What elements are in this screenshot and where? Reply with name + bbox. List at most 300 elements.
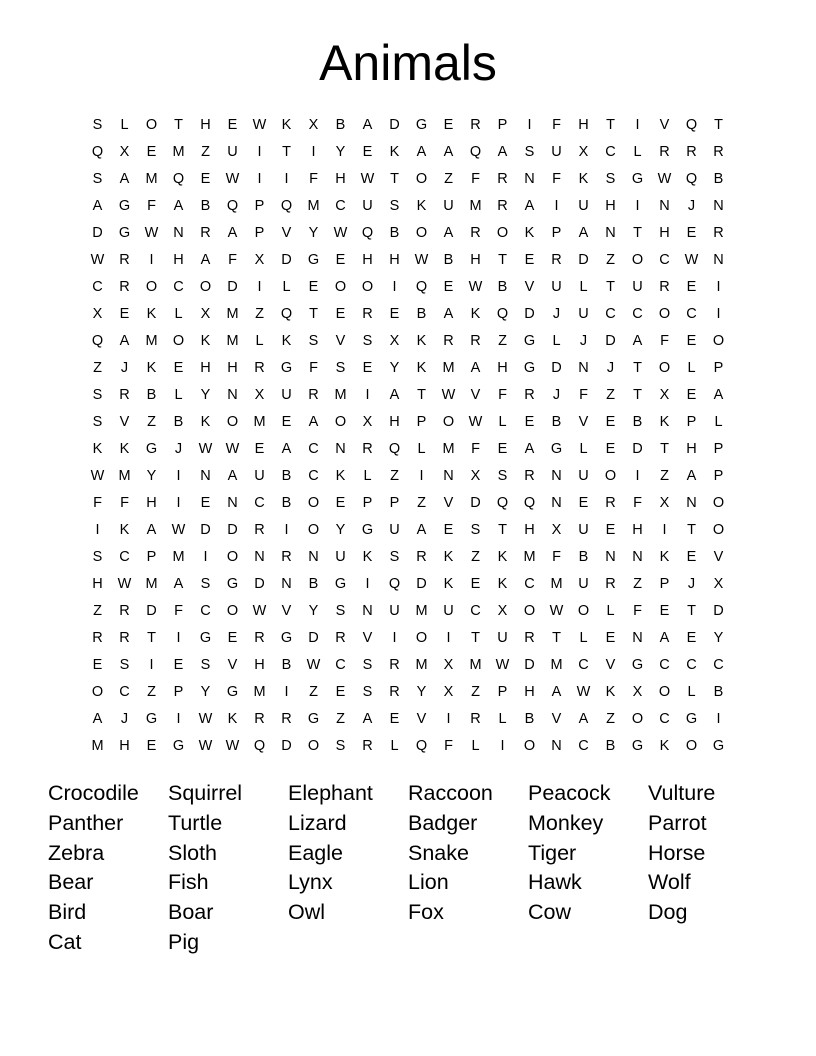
grid-letter: U [389, 603, 400, 619]
word-list [48, 779, 768, 958]
grid-letter: U [443, 603, 454, 619]
word-list-item: Panther [48, 810, 124, 835]
grid-letter: O [415, 171, 428, 187]
grid-letter: N [254, 549, 265, 565]
grid-letter: B [551, 414, 562, 430]
grid-letter: K [416, 198, 427, 214]
grid-letter: A [227, 225, 238, 241]
grid-letter: B [443, 252, 454, 268]
grid-letter: X [362, 414, 373, 430]
grid-letter: O [199, 279, 212, 295]
grid-letter: D [146, 603, 157, 619]
grid-letter: Z [201, 144, 210, 160]
grid-letter: E [92, 657, 103, 673]
grid-letter: C [659, 711, 670, 727]
grid-letter: I [446, 711, 451, 727]
grid-letter: W [252, 117, 267, 133]
grid-letter: S [389, 549, 400, 565]
grid-letter: M [172, 549, 185, 565]
grid-letter: X [659, 387, 670, 403]
grid-letter: E [686, 549, 697, 565]
grid-letter: O [658, 306, 671, 322]
grid-letter: D [578, 252, 589, 268]
grid-letter: A [389, 387, 400, 403]
grid-letter: M [469, 657, 482, 673]
grid-letter: B [146, 387, 157, 403]
word-list-item: Turtle [168, 810, 223, 835]
grid-letter: W [90, 468, 105, 484]
grid-letter: E [362, 144, 373, 160]
grid-letter: I [311, 144, 316, 160]
grid-letter: S [497, 468, 508, 484]
grid-letter: I [149, 252, 154, 268]
grid-letter: T [471, 630, 480, 646]
grid-letter: X [308, 117, 319, 133]
grid-letter: K [389, 144, 400, 160]
grid-letter: N [632, 630, 643, 646]
grid-letter: D [254, 576, 265, 592]
grid-letter: W [549, 603, 564, 619]
grid-letter: H [524, 684, 535, 700]
grid-letter: R [119, 252, 130, 268]
grid-letter: H [362, 252, 373, 268]
grid-letter: H [146, 495, 157, 511]
grid-letter: E [200, 495, 211, 511]
grid-letter: C [659, 252, 670, 268]
grid-letter: O [226, 603, 239, 619]
grid-letter: C [119, 549, 130, 565]
grid-letter: M [118, 468, 131, 484]
grid-letter: A [470, 360, 481, 376]
grid-letter: F [93, 495, 102, 511]
grid-letter: S [389, 198, 400, 214]
grid-letter: N [227, 387, 238, 403]
grid-letter: G [631, 171, 644, 187]
grid-letter: S [92, 171, 103, 187]
grid-letter: L [606, 603, 615, 619]
grid-letter: G [550, 441, 563, 457]
grid-letter: E [308, 279, 319, 295]
grid-letter: N [713, 252, 724, 268]
grid-letter: R [713, 225, 724, 241]
grid-letter: D [389, 117, 400, 133]
grid-letter: O [307, 738, 320, 754]
grid-letter: K [659, 738, 670, 754]
grid-letter: M [442, 441, 455, 457]
grid-letter: S [200, 576, 211, 592]
grid-letter: G [712, 738, 725, 754]
grid-letter: E [605, 414, 616, 430]
grid-letter: Q [496, 495, 509, 511]
grid-letter: N [443, 468, 454, 484]
grid-letter: S [362, 333, 373, 349]
grid-letter: U [497, 630, 508, 646]
grid-letter: A [173, 576, 184, 592]
grid-letter: G [523, 333, 536, 349]
grid-letter: O [145, 279, 158, 295]
word-list-item: Lizard [288, 810, 347, 835]
grid-letter: W [117, 576, 132, 592]
grid-letter: M [550, 576, 563, 592]
grid-letter: J [174, 441, 183, 457]
grid-letter: E [605, 630, 616, 646]
grid-letter: K [200, 333, 211, 349]
grid-letter: Z [147, 684, 156, 700]
grid-letter: N [335, 441, 346, 457]
grid-letter: C [659, 657, 670, 673]
grid-letter: Z [147, 414, 156, 430]
grid-letter: X [443, 657, 454, 673]
grid-letter: R [524, 630, 535, 646]
grid-letter: U [443, 198, 454, 214]
grid-letter: O [307, 495, 320, 511]
grid-letter: I [446, 630, 451, 646]
grid-letter: R [119, 279, 130, 295]
grid-letter: I [257, 279, 262, 295]
grid-letter: R [308, 387, 319, 403]
grid-letter: J [606, 360, 615, 376]
grid-letter: W [306, 657, 321, 673]
grid-letter: O [307, 522, 320, 538]
grid-letter: C [605, 306, 616, 322]
grid-letter: D [227, 522, 238, 538]
grid-letter: B [281, 468, 292, 484]
grid-letter: K [281, 333, 292, 349]
grid-letter: I [203, 549, 208, 565]
grid-letter: E [524, 252, 535, 268]
word-list-item: Pig [168, 929, 200, 954]
grid-letter: O [712, 495, 725, 511]
grid-letter: B [200, 198, 211, 214]
word-list-item: Wolf [648, 870, 691, 895]
grid-letter: D [605, 333, 616, 349]
grid-letter: U [335, 549, 346, 565]
word-list-item: Elephant [288, 781, 373, 805]
grid-letter: R [119, 630, 130, 646]
grid-letter: X [713, 576, 724, 592]
grid-letter: E [578, 495, 589, 511]
grid-letter: L [579, 441, 588, 457]
grid-letter: E [362, 360, 373, 376]
grid-letter: J [552, 306, 561, 322]
grid-letter: Y [146, 468, 157, 484]
grid-letter: E [443, 522, 454, 538]
grid-letter: R [551, 252, 562, 268]
grid-letter: E [146, 738, 157, 754]
grid-letter: R [416, 549, 427, 565]
grid-letter: Y [416, 684, 427, 700]
grid-letter: W [468, 414, 483, 430]
grid-letter: H [389, 252, 400, 268]
grid-letter: P [254, 225, 265, 241]
grid-letter: D [470, 495, 481, 511]
grid-letter: A [578, 711, 589, 727]
word-list-item: Bird [48, 900, 87, 925]
grid-letter: L [363, 468, 372, 484]
grid-letter: N [227, 495, 238, 511]
grid-letter: N [632, 549, 643, 565]
grid-letter: R [119, 387, 130, 403]
grid-letter: A [632, 333, 643, 349]
grid-letter: S [470, 522, 481, 538]
grid-letter: L [282, 279, 291, 295]
grid-letter: A [92, 198, 103, 214]
grid-letter: X [200, 306, 211, 322]
grid-letter: C [308, 441, 319, 457]
grid-letter: M [145, 171, 158, 187]
grid-letter: G [145, 441, 158, 457]
grid-letter: U [578, 468, 589, 484]
grid-letter: K [659, 549, 670, 565]
grid-letter: S [605, 171, 616, 187]
grid-letter: Z [660, 468, 669, 484]
grid-letter: T [282, 144, 291, 160]
grid-letter: U [551, 279, 562, 295]
grid-letter: K [119, 441, 130, 457]
grid-letter: G [334, 576, 347, 592]
grid-letter: G [415, 117, 428, 133]
grid-letter: V [551, 711, 562, 727]
grid-letter: A [416, 522, 427, 538]
grid-letter: M [523, 549, 536, 565]
grid-letter: P [362, 495, 373, 511]
grid-letter: V [524, 279, 535, 295]
grid-letter: M [415, 657, 428, 673]
grid-letter: Z [606, 252, 615, 268]
grid-letter: J [120, 711, 129, 727]
grid-letter: O [334, 279, 347, 295]
grid-letter: T [498, 522, 507, 538]
grid-letter: J [579, 333, 588, 349]
grid-letter: H [173, 252, 184, 268]
grid-letter: Z [417, 495, 426, 511]
grid-letter: E [200, 171, 211, 187]
grid-letter: A [227, 468, 238, 484]
word-list-item: Fish [168, 870, 209, 895]
grid-letter: P [713, 468, 724, 484]
grid-letter: T [390, 171, 399, 187]
grid-letter: P [659, 576, 670, 592]
grid-letter: Q [91, 333, 104, 349]
grid-letter: M [415, 603, 428, 619]
grid-letter: N [605, 225, 616, 241]
grid-letter: S [335, 603, 346, 619]
grid-letter: A [200, 252, 211, 268]
grid-letter: P [497, 117, 508, 133]
grid-letter: Q [496, 306, 509, 322]
grid-letter: N [308, 549, 319, 565]
grid-letter: V [713, 549, 724, 565]
grid-letter: J [120, 360, 129, 376]
grid-letter: D [713, 603, 724, 619]
grid-letter: V [659, 117, 670, 133]
grid-letter: E [389, 711, 400, 727]
grid-letter: N [281, 576, 292, 592]
grid-letter: R [254, 360, 265, 376]
grid-letter: Y [713, 630, 724, 646]
grid-letter: W [171, 522, 186, 538]
grid-letter: C [335, 657, 346, 673]
grid-letter: R [497, 171, 508, 187]
grid-letter: E [227, 630, 238, 646]
grid-letter: E [605, 522, 616, 538]
grid-letter: X [92, 306, 103, 322]
grid-letter: A [362, 117, 373, 133]
grid-letter: R [659, 144, 670, 160]
grid-letter: I [176, 495, 181, 511]
grid-letter: M [550, 657, 563, 673]
grid-letter: G [307, 711, 320, 727]
grid-letter: R [389, 657, 400, 673]
grid-letter: Z [255, 306, 264, 322]
word-list-item: Zebra [48, 840, 105, 865]
grid-letter: G [172, 738, 185, 754]
grid-letter: C [335, 198, 346, 214]
grid-letter: X [389, 333, 400, 349]
grid-letter: F [552, 117, 561, 133]
grid-letter: E [389, 306, 400, 322]
grid-letter: P [146, 549, 157, 565]
grid-letter: T [714, 117, 723, 133]
grid-letter: Q [172, 171, 185, 187]
grid-letter: I [716, 306, 721, 322]
grid-letter: V [605, 657, 616, 673]
grid-letter: I [365, 576, 370, 592]
grid-letter: A [119, 333, 130, 349]
grid-letter: P [497, 684, 508, 700]
grid-letter: L [471, 738, 480, 754]
grid-letter: G [685, 711, 698, 727]
grid-letter: F [309, 171, 318, 187]
grid-letter: S [92, 387, 103, 403]
grid-letter: U [254, 468, 265, 484]
grid-letter: I [149, 657, 154, 673]
grid-letter: O [145, 117, 158, 133]
grid-letter: V [281, 603, 292, 619]
grid-letter: M [226, 306, 239, 322]
grid-letter: P [173, 684, 184, 700]
grid-letter: E [281, 414, 292, 430]
grid-letter: R [362, 441, 373, 457]
grid-letter: O [523, 603, 536, 619]
grid-letter: E [335, 684, 346, 700]
grid-letter: H [470, 252, 481, 268]
grid-letter: C [173, 279, 184, 295]
word-list-item: Eagle [288, 840, 343, 865]
grid-letter: D [281, 738, 292, 754]
grid-letter: R [470, 333, 481, 349]
grid-letter: E [659, 603, 670, 619]
grid-letter: C [686, 306, 697, 322]
grid-letter: B [281, 657, 292, 673]
grid-letter: C [713, 657, 724, 673]
grid-letter: P [686, 414, 697, 430]
grid-letter: B [281, 495, 292, 511]
grid-letter: Z [336, 711, 345, 727]
word-list-item: Peacock [528, 781, 611, 805]
grid-letter: B [713, 684, 724, 700]
grid-letter: O [172, 333, 185, 349]
grid-letter: X [470, 468, 481, 484]
grid-letter: E [335, 306, 346, 322]
word-list-item: Hawk [528, 870, 582, 895]
grid-letter: E [146, 144, 157, 160]
word-list-item: Fox [408, 900, 444, 925]
grid-letter: R [119, 603, 130, 619]
grid-letter: O [658, 360, 671, 376]
grid-letter: E [470, 576, 481, 592]
grid-letter: F [120, 495, 129, 511]
word-list-item: Cat [48, 929, 82, 954]
grid-letter: S [362, 657, 373, 673]
grid-letter: T [606, 279, 615, 295]
grid-letter: Z [606, 387, 615, 403]
grid-letter: E [497, 441, 508, 457]
grid-letter: T [633, 360, 642, 376]
grid-letter: O [226, 414, 239, 430]
grid-letter: M [145, 333, 158, 349]
grid-letter: L [255, 333, 264, 349]
grid-letter: Z [606, 711, 615, 727]
grid-letter: U [578, 198, 589, 214]
grid-letter: K [443, 549, 454, 565]
grid-letter: I [419, 468, 424, 484]
grid-letter: O [415, 630, 428, 646]
grid-letter: H [578, 117, 589, 133]
grid-letter: S [524, 144, 535, 160]
grid-letter: T [498, 252, 507, 268]
grid-letter: Q [469, 144, 482, 160]
grid-letter: R [497, 198, 508, 214]
grid-letter: H [659, 225, 670, 241]
grid-letter: F [228, 252, 237, 268]
word-list-item: Tiger [528, 840, 577, 865]
grid-letter: E [686, 630, 697, 646]
grid-letter: V [578, 414, 589, 430]
grid-letter: W [90, 252, 105, 268]
grid-letter: J [687, 198, 696, 214]
grid-letter: I [176, 630, 181, 646]
grid-letter: I [257, 144, 262, 160]
grid-letter: X [551, 522, 562, 538]
grid-letter: G [145, 711, 158, 727]
grid-letter: L [498, 414, 507, 430]
grid-letter: V [281, 225, 292, 241]
grid-letter: M [253, 414, 266, 430]
grid-letter: B [632, 414, 643, 430]
grid-letter: B [497, 279, 508, 295]
word-list-item: Snake [408, 840, 469, 865]
grid-letter: K [605, 684, 616, 700]
grid-letter: T [174, 117, 183, 133]
grid-letter: C [686, 657, 697, 673]
grid-letter: F [660, 333, 669, 349]
grid-letter: R [443, 333, 454, 349]
grid-letter: N [713, 198, 724, 214]
grid-letter: A [524, 198, 535, 214]
grid-letter: K [443, 576, 454, 592]
word-list-item: Boar [168, 900, 214, 925]
grid-letter: D [308, 630, 319, 646]
word-list-item: Sloth [168, 840, 218, 865]
grid-letter: R [335, 630, 346, 646]
grid-letter: Q [361, 225, 374, 241]
grid-letter: G [523, 360, 536, 376]
grid-letter: L [633, 144, 642, 160]
grid-letter: V [470, 387, 481, 403]
grid-letter: Q [280, 306, 293, 322]
grid-letter: I [716, 711, 721, 727]
